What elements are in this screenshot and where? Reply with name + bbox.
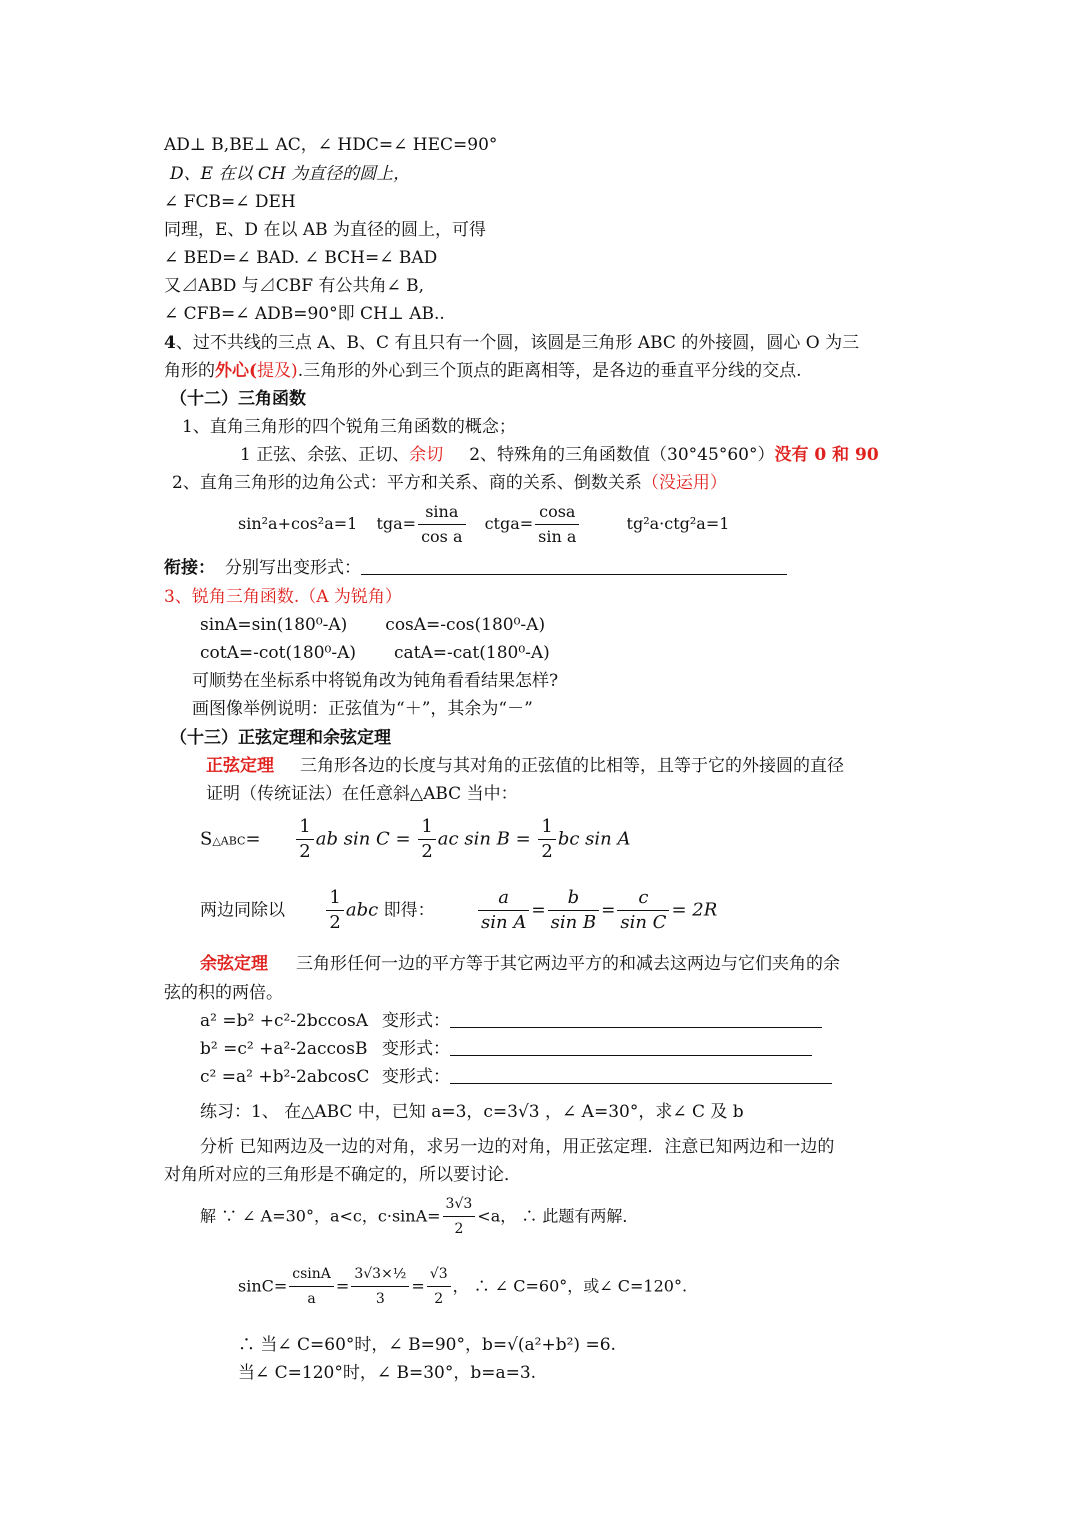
formula: a² =b² +c²-2bccosA	[200, 1011, 368, 1031]
text-line: 对角所对应的三角形是不确定的，所以要讨论．	[164, 1165, 521, 1185]
formula: = 2R	[671, 899, 718, 921]
subheading: 3、锐角三角函数.（A 为锐角）	[164, 587, 402, 607]
theorem-name: 余弦定理	[200, 954, 268, 974]
numerator: b	[548, 886, 600, 911]
text-line: 画图像举例说明：正弦值为“＋”，其余为“－”	[192, 699, 533, 719]
solution-line: sinC= $\frac{csinA}{a}$ = $\frac{\text{3√3×½}}{3}$ = $\frac{√3}{2}$ ， ∴ ∠ C=60°，或∠ C=120°.	[238, 1262, 687, 1311]
text-span: 分别写出变形式：	[225, 558, 361, 578]
highlight-term: 外心(	[215, 361, 258, 381]
formula: cosA=-cos(180⁰-A)	[385, 615, 546, 635]
text-span: <a， ∴ 此题有两解．	[477, 1206, 639, 1226]
text-line: D、E 在以 CH 为直径的圆上，	[170, 164, 411, 184]
denominator: 2	[434, 1291, 444, 1307]
answer-blank	[450, 1067, 832, 1084]
fraction	[351, 1262, 409, 1311]
label: 变形式：	[382, 1039, 450, 1059]
solution-line: 当∠ C=120°时，∠ B=30°，b=a=3.	[238, 1363, 537, 1383]
denominator: 2	[541, 841, 553, 862]
highlight-note: 提及)	[257, 361, 298, 381]
text-line: ∠ BED=∠ BAD. ∠ BCH=∠ BAD	[164, 248, 438, 268]
label: 变形式：	[382, 1011, 450, 1031]
text-line: 同理，E、D 在以 AB 为直径的圆上，可得	[164, 220, 487, 240]
label: 衔接：	[164, 558, 215, 578]
denominator: cos a	[421, 527, 463, 546]
denominator: sin B	[550, 912, 597, 933]
answer-blank	[361, 558, 787, 575]
text-span: sinC=	[238, 1276, 288, 1296]
numerator: 3√3	[443, 1192, 476, 1217]
numerator: 1	[296, 815, 313, 840]
text-line: ∠ FCB=∠ DEH	[164, 192, 296, 212]
text-line	[172, 471, 727, 495]
exercise-line: 练习：1、 在△ABC 中，已知 a=3，c=3√3 ，∠ A=30°，求∠ C 及 b	[200, 1102, 744, 1122]
denominator: a	[307, 1291, 316, 1307]
formula-row	[200, 1037, 812, 1061]
numerator: 3√3×½	[351, 1262, 409, 1287]
text-span: 三角形各边的长度与其对角的正弦值的比相等，且等于它的外接圆的直径	[300, 756, 844, 776]
formula: sinA=sin(180⁰-A)	[200, 615, 348, 635]
text-line	[164, 359, 802, 383]
numerator: a	[478, 886, 529, 911]
numerator: 1	[326, 886, 343, 911]
denominator: 3	[375, 1291, 385, 1307]
text-span: 1 正弦、余弦、正切、	[240, 445, 410, 465]
numerator: c	[617, 886, 669, 911]
text-span: 即得：	[383, 900, 435, 921]
theorem-name: 正弦定理	[206, 756, 274, 776]
text-line	[200, 952, 840, 976]
fraction	[418, 500, 465, 549]
fraction	[443, 1192, 476, 1241]
numerator: sina	[418, 500, 465, 525]
formula: sin²a+cos²a=1	[238, 514, 358, 533]
denominator: 2	[329, 912, 341, 933]
text-line	[206, 754, 844, 778]
formula: ac sin B =	[437, 828, 531, 850]
text-span: 三角形任何一边的平方等于其它两边平方的和减去这两边与它们夹角的余	[296, 954, 840, 974]
section-heading-13: （十三）正弦定理和余弦定理	[170, 728, 391, 748]
denominator: sin A	[481, 912, 527, 933]
numerator: 1	[538, 815, 555, 840]
formula: catA=-cat(180⁰-A)	[394, 643, 550, 663]
text-line: 1、直角三角形的四个锐角三角函数的概念；	[182, 417, 516, 437]
paragraph-circumcircle	[164, 331, 859, 355]
text-line	[200, 641, 550, 665]
highlight-note: （没运用）	[641, 473, 727, 493]
fraction	[296, 815, 313, 864]
fraction	[538, 815, 555, 864]
text-line	[240, 443, 879, 467]
text-span: 角形的	[164, 361, 215, 381]
formula: ab sin C =	[315, 828, 411, 850]
text-line: 分析 已知两边及一边的对角，求另一边的对角，用正弦定理．注意已知两边和一边的	[200, 1137, 835, 1157]
item-number: 4	[164, 333, 176, 353]
text-line: 又⊿ABD 与⊿CBF 有公共角∠ B,	[164, 276, 425, 296]
denominator: 2	[454, 1221, 464, 1237]
denominator: 2	[421, 841, 433, 862]
text-line	[200, 613, 545, 637]
denominator: sin a	[538, 527, 577, 546]
text-span: 、过不共线的三点 A、B、C 有且只有一个圆，该圆是三角形 ABC 的外接圆，圆心 O 为三	[175, 333, 860, 353]
formula-row	[200, 1065, 832, 1089]
text-span: 两边同除以	[200, 900, 285, 921]
fraction	[617, 886, 669, 935]
formula: tg²a·ctg²a=1	[626, 514, 730, 533]
denominator: sin C	[620, 912, 667, 933]
formula-row	[200, 815, 631, 864]
denominator: 2	[299, 841, 311, 862]
text-line: 证明（传统证法）在任意斜△ABC 当中：	[206, 784, 518, 804]
formula-row	[238, 500, 729, 549]
fraction	[418, 815, 435, 864]
text-line	[164, 556, 787, 580]
text-span: 解 ∵ ∠ A=30°，a<c，c·sinA=	[200, 1206, 441, 1226]
fraction	[535, 500, 579, 549]
text-line: AD⊥ B,BE⊥ AC，∠ HDC=∠ HEC=90°	[164, 135, 498, 155]
fraction	[548, 886, 600, 935]
answer-blank	[450, 1011, 822, 1028]
formula: tga=	[376, 514, 417, 533]
text-span: .三角形的外心到三个顶点的距离相等，是各边的垂直平分线的交点.	[297, 361, 802, 381]
solution-line: ∴ 当∠ C=60°时，∠ B=90°，b=√(a²+b²) =6.	[238, 1335, 616, 1355]
answer-blank	[450, 1039, 812, 1056]
fraction	[427, 1262, 451, 1311]
subscript: △ABC	[212, 834, 246, 848]
numerator: √3	[427, 1262, 451, 1287]
formula: cotA=-cot(180⁰-A)	[200, 643, 356, 663]
section-heading-12: （十二）三角函数	[170, 389, 306, 409]
text-line: 可顺势在坐标系中将锐角改为钝角看看结果怎样?	[192, 671, 559, 691]
formula: =	[245, 828, 261, 850]
formula-row	[200, 1009, 822, 1033]
numerator: csinA	[289, 1262, 334, 1287]
fraction	[326, 886, 343, 935]
fraction	[478, 886, 529, 935]
formula: b² =c² +a²-2accosB	[200, 1039, 368, 1059]
text-span: 2、直角三角形的边角公式：平方和关系、商的关系、倒数关系	[172, 473, 642, 493]
text-line: 弦的积的两倍。	[164, 983, 283, 1003]
text-span: 2、特殊角的三角函数值（30°45°60°）	[469, 445, 775, 465]
formula: bc sin A	[557, 828, 631, 850]
solution-line	[200, 1192, 638, 1241]
highlight-note: 没有 0 和 90	[774, 445, 879, 465]
fraction	[289, 1262, 334, 1311]
highlight-term: 余切	[409, 445, 444, 465]
numerator: 1	[418, 815, 435, 840]
text-line: ∠ CFB=∠ ADB=90°即 CH⊥ AB..	[164, 304, 445, 324]
formula: S	[200, 828, 213, 850]
formula-row: 两边同除以 $\frac{1}{2}$ abc 即得： $\frac{a}{\text{sin A}}$ = $\frac{b}{\text{sin B}}$ = $\frac{c}{\text{sin C}}$ = 2R	[200, 887, 718, 933]
formula: abc	[345, 899, 379, 921]
text-span: ， ∴ ∠ C=60°，或∠ C=120°.	[452, 1276, 688, 1296]
label: 变形式：	[382, 1067, 450, 1087]
formula: c² =a² +b²-2abcosC	[200, 1067, 370, 1087]
formula: ctga=	[484, 514, 534, 533]
numerator: cosa	[535, 500, 579, 525]
